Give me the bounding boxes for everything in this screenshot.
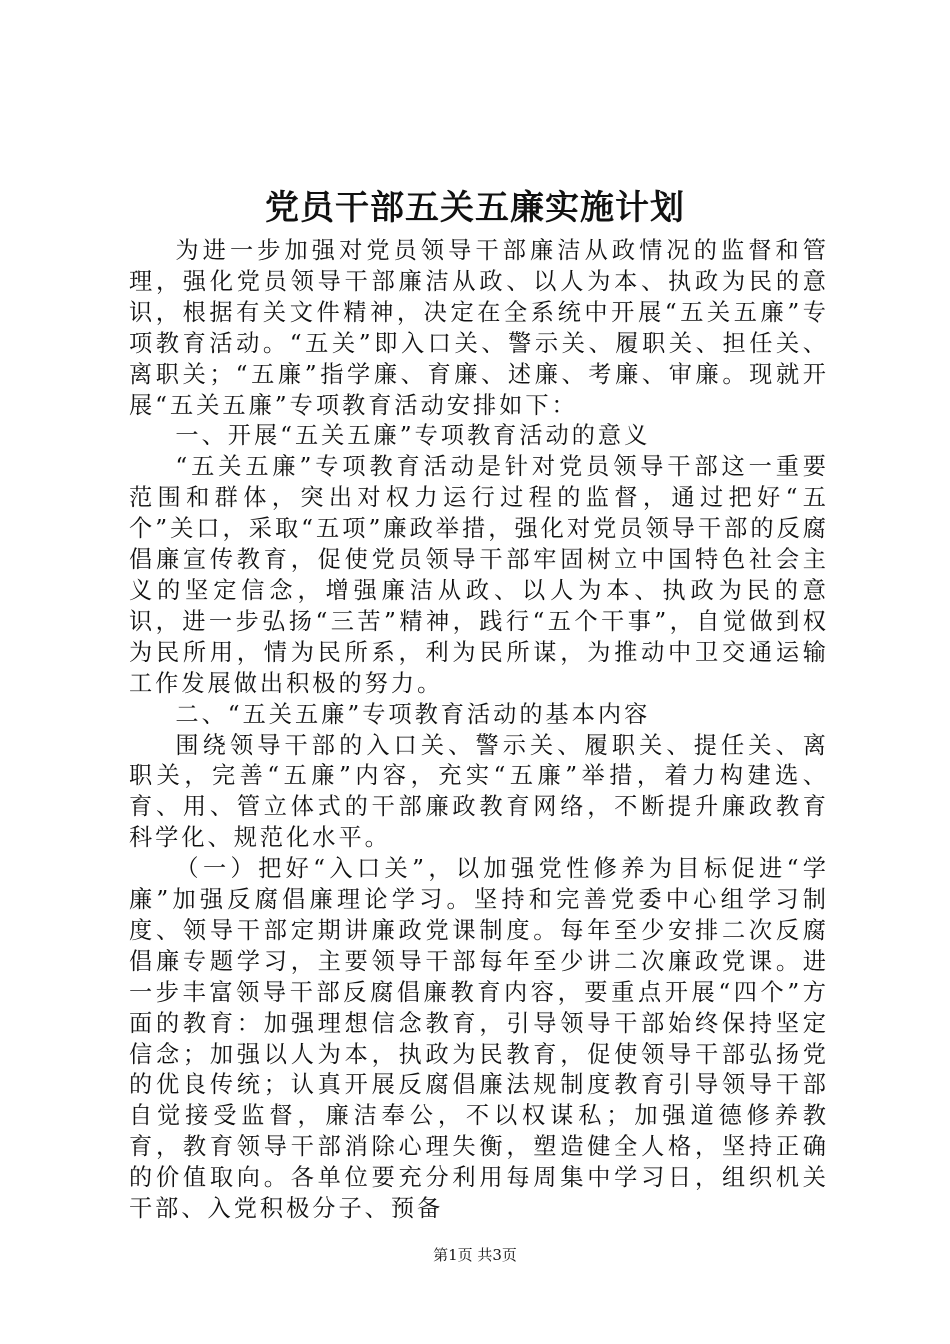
paragraph-intro: 为进一步加强对党员领导干部廉洁从政情况的监督和管理，强化党员领导干部廉洁从政、以人为本、执政为民的意识，根据有关文件精神，决定在全系统中开展“五关五廉”专项教育活动。“五关”即入口关、警示关、履职关、担任关、离职关；“五廉”指学廉、育廉、述廉、考廉、审廉。现就开展“五关五廉”专项教育活动安排如下： <box>129 237 829 419</box>
document-title: 党员干部五关五廉实施计划 <box>265 188 685 228</box>
paragraph-entry-gate: （一）把好“入口关”，以加强党性修养为目标促进“学廉”加强反腐倡廉理论学习。坚持和完善党委中心组学习制度、领导干部定期讲廉政党课制度。每年至少安排二次反腐倡廉专题学习，主要领导干部每年至少讲二次廉政党课。进一步丰富领导干部反腐倡廉教育内容，要重点开展“四个”方面的教育：加强理想信念教育，引导领导干部始终保持坚定信念；加强以人为本，执政为民教育，促使领导干部弘扬党的优良传统；认真开展反腐倡廉法规制度教育引导领导干部自觉接受监督，廉洁奉公，不以权谋私；加强道德修养教育，教育领导干部消除心理失衡，塑造健全人格，坚持正确的价值取向。各单位要充分利用每周集中学习日，组织机关干部、入党积极分子、预备 <box>129 855 829 1223</box>
paragraph-significance: “五关五廉”专项教育活动是针对党员领导干部这一重要范围和群体，突出对权力运行过程的监督，通过把好“五个”关口，采取“五项”廉政举措，强化对党员领导干部的反腐倡廉宣传教育，促使党员领导干部牢固树立中国特色社会主义的坚定信念，增强廉洁从政、以人为本、执政为民的意识，进一步弘扬“三苦”精神，践行“五个干事”，自觉做到权为民所用，情为民所系，利为民所谋，为推动中卫交通运输工作发展做出积极的努力。 <box>129 453 829 697</box>
section-heading-2: 二、“五关五廉”专项教育活动的基本内容 <box>175 700 651 728</box>
document-body <box>129 236 829 1225</box>
page-footer: 第1页 共3页 <box>433 1246 517 1264</box>
section-heading-1: 一、开展“五关五廉”专项教育活动的意义 <box>175 422 651 450</box>
paragraph-basic-content: 围绕领导干部的入口关、警示关、履职关、提任关、离职关，完善“五廉”内容，充实“五廉”举措，着力构建选、育、用、管立体式的干部廉政教育网络，不断提升廉政教育科学化、规范化水平。 <box>129 731 829 852</box>
